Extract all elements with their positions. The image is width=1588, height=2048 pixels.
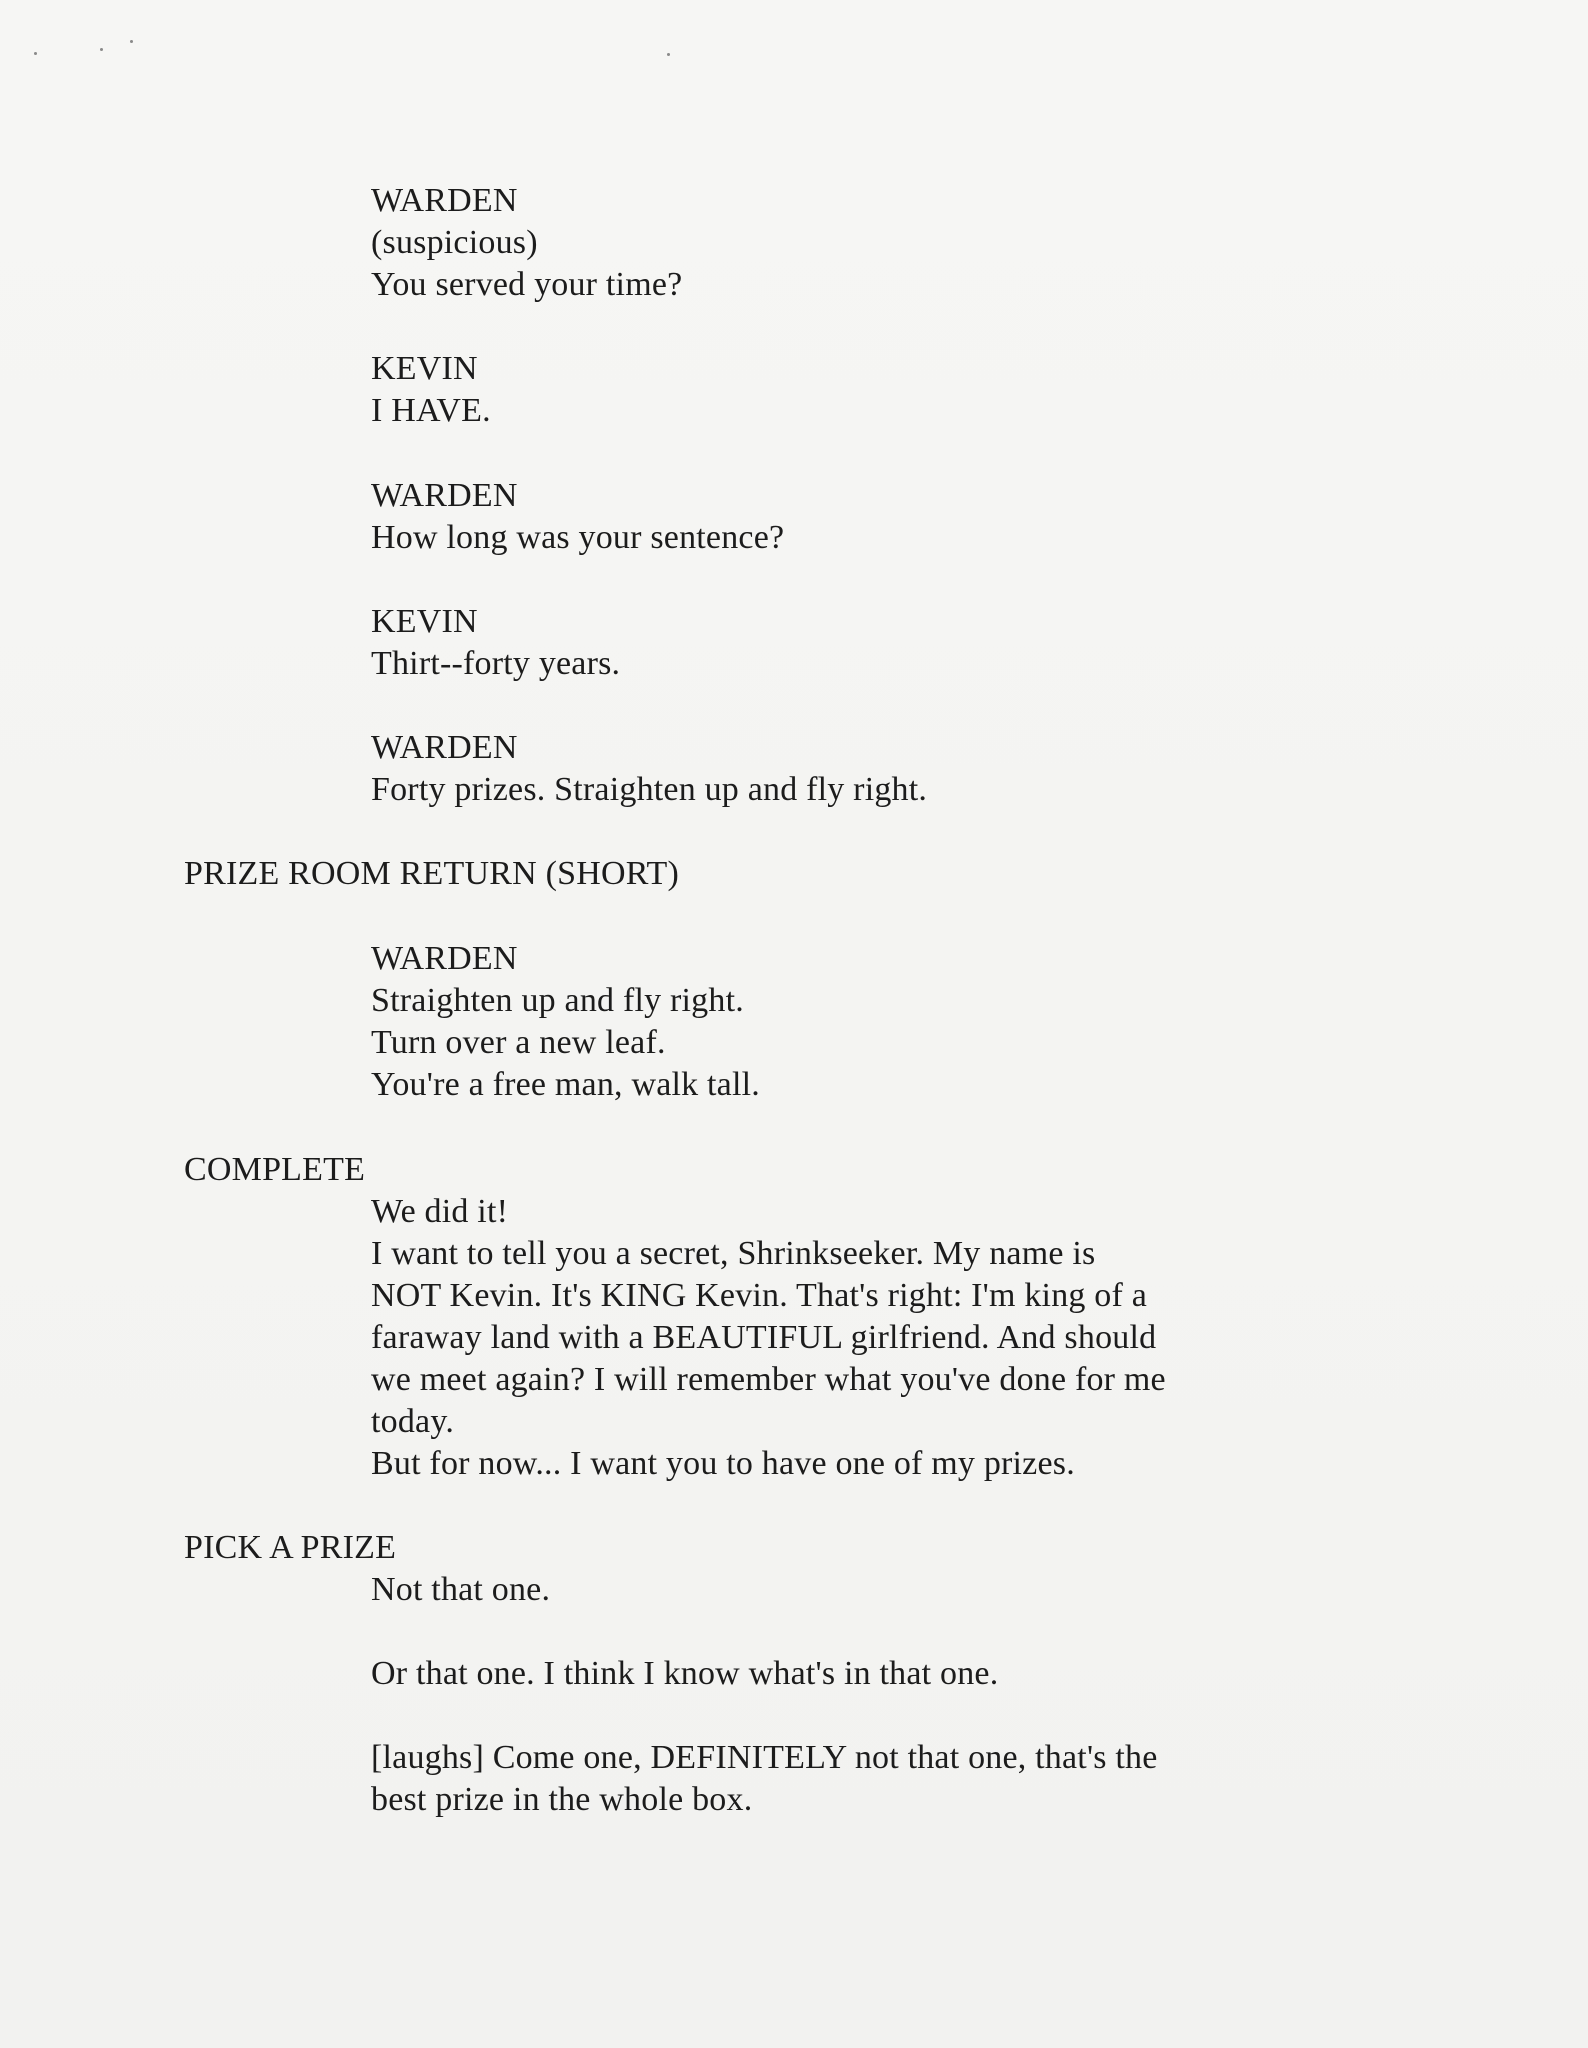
dialogue-line: [laughs] Come one, DEFINITELY not that one, that's the (371, 1739, 1158, 1776)
speaker-name: WARDEN (371, 182, 518, 219)
dialogue-line: Straighten up and fly right. (371, 982, 744, 1019)
scan-speck (100, 48, 103, 51)
dialogue-line: Or that one. I think I know what's in that one. (371, 1655, 999, 1692)
speaker-name: KEVIN (371, 350, 478, 387)
speaker-name: WARDEN (371, 729, 518, 766)
speaker-name: KEVIN (371, 603, 478, 640)
dialogue-line: Forty prizes. Straighten up and fly right. (371, 771, 928, 808)
dialogue-line: best prize in the whole box. (371, 1781, 753, 1818)
dialogue-line: But for now... I want you to have one of my prizes. (371, 1445, 1075, 1482)
speaker-name: WARDEN (371, 477, 518, 514)
section-heading: PRIZE ROOM RETURN (SHORT) (184, 855, 680, 892)
dialogue-line: faraway land with a BEAUTIFUL girlfriend. And should (371, 1319, 1157, 1356)
dialogue-line: How long was your sentence? (371, 519, 785, 556)
dialogue-line: I want to tell you a secret, Shrinkseeker. My name is (371, 1235, 1096, 1272)
dialogue-line: You're a free man, walk tall. (371, 1066, 760, 1103)
dialogue-line: Turn over a new leaf. (371, 1024, 666, 1061)
dialogue-line: we meet again? I will remember what you've done for me (371, 1361, 1166, 1398)
scan-speck (667, 53, 670, 56)
dialogue-line: Thirt--forty years. (371, 645, 621, 682)
section-heading: COMPLETE (184, 1151, 366, 1188)
scan-speck (130, 40, 133, 43)
dialogue-line: You served your time? (371, 266, 683, 303)
dialogue-line: I HAVE. (371, 392, 491, 429)
dialogue-line: We did it! (371, 1193, 509, 1230)
dialogue-line: Not that one. (371, 1571, 551, 1608)
scan-speck (34, 52, 37, 55)
stage-direction: (suspicious) (371, 224, 538, 261)
section-heading: PICK A PRIZE (184, 1529, 397, 1566)
dialogue-line: today. (371, 1403, 455, 1440)
speaker-name: WARDEN (371, 940, 518, 977)
dialogue-line: NOT Kevin. It's KING Kevin. That's right: I'm king of a (371, 1277, 1148, 1314)
